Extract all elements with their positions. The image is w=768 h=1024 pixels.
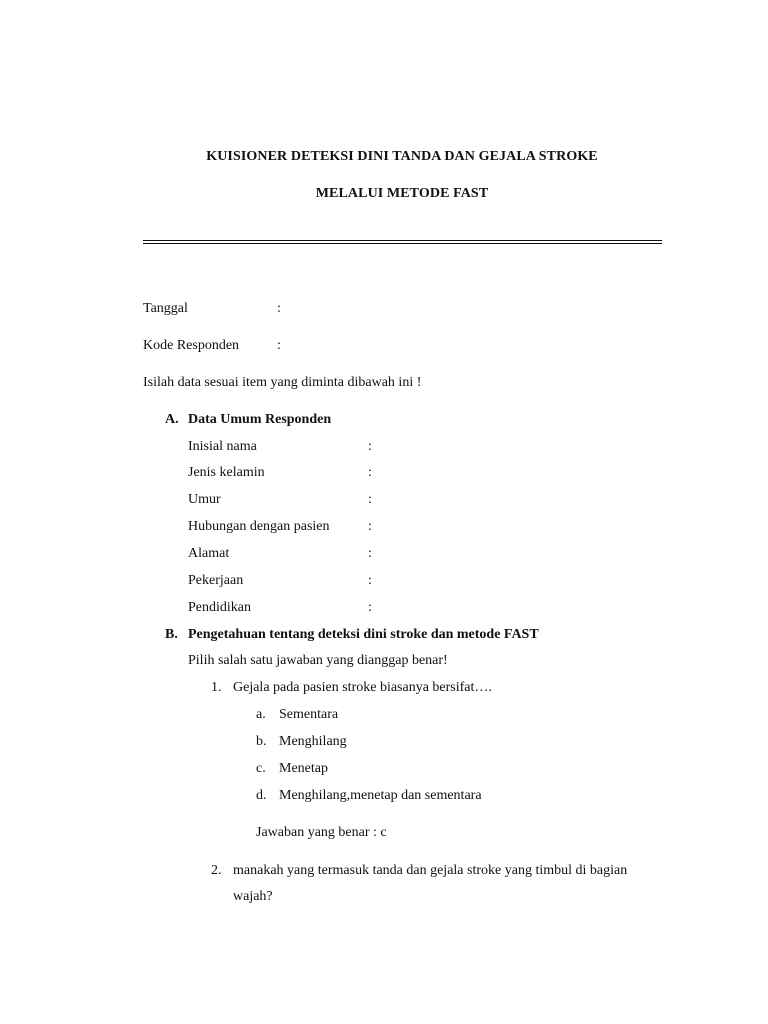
question-2-text-line-2: wajah? (233, 889, 273, 904)
field-education-label: Pendidikan (188, 600, 251, 615)
field-gender-label: Jenis kelamin (188, 465, 265, 480)
date-colon: : (277, 301, 281, 316)
question-1-text: Gejala pada pasien stroke biasanya bersifat…. (233, 680, 492, 695)
section-a-marker: A. (165, 412, 179, 427)
field-address-label: Alamat (188, 546, 230, 561)
field-initial-name-colon: : (368, 439, 372, 454)
date-label: Tanggal (143, 301, 188, 316)
question-2-number: 2. (211, 863, 222, 878)
option-d-letter: d. (256, 788, 267, 803)
document-title-line-2: MELALUI METODE FAST (315, 186, 489, 201)
field-relationship-colon: : (368, 519, 372, 534)
respondent-code-label: Kode Responden (143, 338, 240, 353)
question-1-number: 1. (211, 680, 222, 695)
field-age-colon: : (368, 492, 372, 507)
field-gender-colon: : (368, 465, 372, 480)
field-occupation-colon: : (368, 573, 372, 588)
field-address-colon: : (368, 546, 372, 561)
section-b-instruction: Pilih salah satu jawaban yang dianggap benar! (188, 653, 448, 668)
option-c-text: Menetap (279, 761, 328, 776)
field-relationship-label: Hubungan dengan pasien (188, 519, 330, 534)
section-a-title: Data Umum Responden (188, 412, 332, 427)
option-c-letter: c. (256, 761, 266, 776)
title-divider-top (143, 240, 662, 241)
option-a-letter: a. (256, 707, 266, 722)
field-age-label: Umur (188, 492, 221, 507)
option-d-text: Menghilang,menetap dan sementara (279, 788, 482, 803)
document-title-line-1: KUISIONER DETEKSI DINI TANDA DAN GEJALA STROKE (206, 149, 598, 164)
section-b-title: Pengetahuan tentang deteksi dini stroke dan metode FAST (188, 627, 539, 642)
instruction-text: Isilah data sesuai item yang diminta dibawah ini ! (143, 375, 422, 390)
respondent-code-colon: : (277, 338, 281, 353)
option-a-text: Sementara (279, 707, 339, 722)
title-divider-bottom (143, 243, 662, 244)
section-b-marker: B. (165, 627, 178, 642)
question-1-answer: Jawaban yang benar : c (256, 825, 387, 840)
field-education-colon: : (368, 600, 372, 615)
question-2-text-line-1: manakah yang termasuk tanda dan gejala stroke yang timbul di bagian (233, 863, 628, 878)
field-initial-name-label: Inisial nama (188, 439, 257, 454)
field-occupation-label: Pekerjaan (188, 573, 244, 588)
option-b-letter: b. (256, 734, 267, 749)
option-b-text: Menghilang (279, 734, 347, 749)
